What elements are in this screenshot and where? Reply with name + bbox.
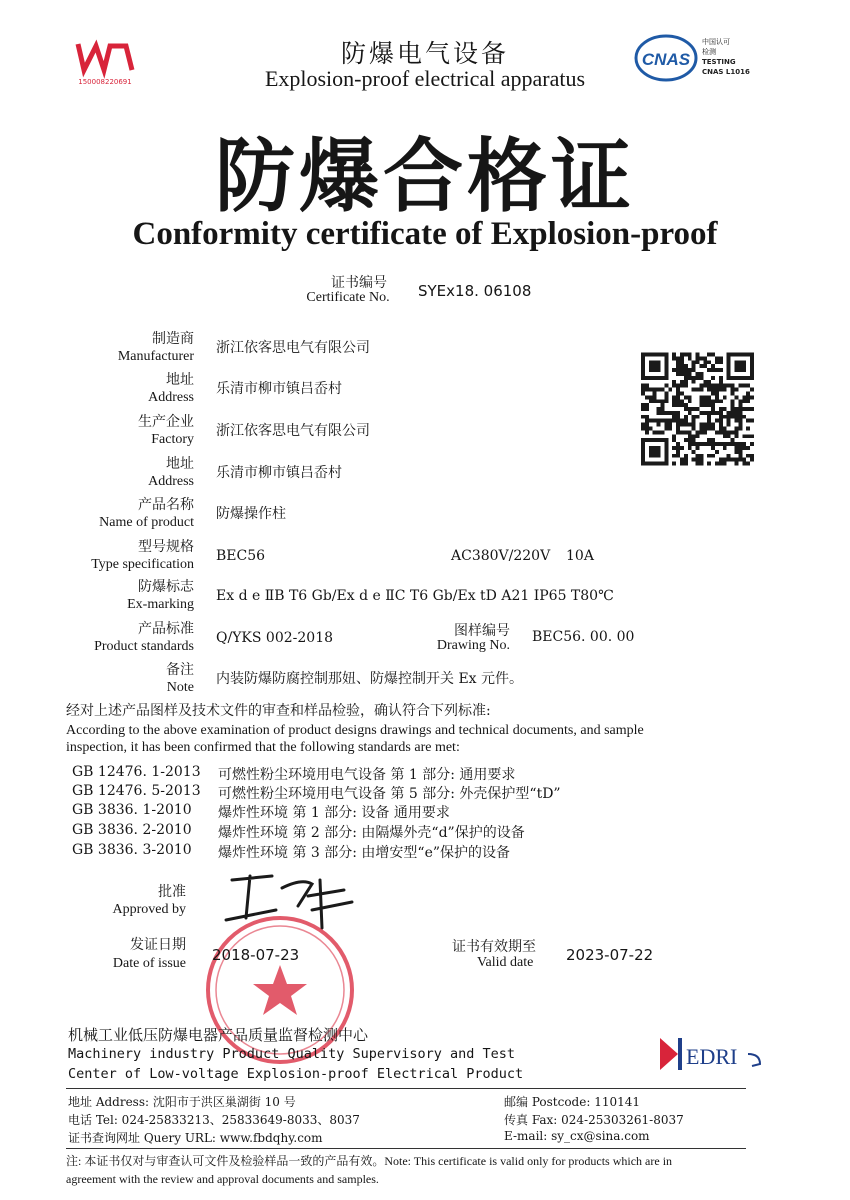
cnas-text-4: CNAS L1016 (702, 68, 750, 76)
statement-cn: 经对上述产品图样及技术文件的审查和样品检验，确认符合下列标准: (66, 703, 491, 719)
factory-label-en: Factory (151, 432, 194, 447)
ex-marking-label-en: Ex-marking (127, 597, 194, 612)
factory-label-cn: 生产企业 (138, 414, 194, 430)
standard-code: GB 3836. 1-2010 (72, 802, 192, 818)
note-value: 内装防爆防腐控制那妞、防爆控制开关 Ex 元件。 (216, 671, 524, 687)
header-title-en: Explosion-proof electrical apparatus (264, 66, 586, 91)
org-name-en-2: Center of Low-voltage Explosion-proof Electrical Product (68, 1066, 524, 1082)
issue-date-value: 2018-07-23 (212, 946, 300, 964)
factory-value: 浙江依客思电气有限公司 (216, 423, 370, 439)
footer-divider (66, 1088, 746, 1089)
standard-desc: 爆炸性环境 第 3 部分: 由增安型“e”保护的设备 (218, 845, 511, 861)
address1-value: 乐清市柳市镇吕岙村 (216, 381, 342, 397)
edri-logo (656, 1034, 766, 1074)
standard-desc: 爆炸性环境 第 2 部分: 由隔爆外壳“d”保护的设备 (218, 825, 525, 841)
approved-label-en: Approved by (112, 902, 186, 917)
issue-date-label-cn: 发证日期 (130, 937, 186, 953)
footer-address: 地址 Address: 沈阳市于洪区巢湖街 10 号 (68, 1095, 296, 1109)
footer-postcode: 邮编 Postcode: 110141 (504, 1095, 641, 1109)
drawing-value: BEC56. 00. 00 (532, 629, 635, 645)
approved-label-cn: 批准 (158, 884, 186, 900)
certificate-no-label-en: Certificate No. (306, 290, 390, 305)
certificate-title-cn: 防爆合格证 (215, 130, 635, 223)
cnas-text-3: TESTING (702, 58, 736, 66)
edri-text: EDRI (686, 1044, 738, 1069)
footer-email: E-mail: sy_cx@sina.com (504, 1129, 650, 1143)
address1-label-en: Address (148, 390, 194, 405)
drawing-label-en: Drawing No. (436, 638, 510, 653)
valid-date-label-en: Valid date (477, 955, 534, 970)
product-standards-label-en: Product standards (94, 639, 194, 654)
cnas-mark: CNAS (641, 50, 691, 69)
header-title-cn: 防爆电气设备 (340, 39, 509, 68)
type-spec-value: BEC56 (216, 548, 266, 564)
org-name-cn: 机械工业低压防爆电器产品质量监督检测中心 (68, 1026, 369, 1044)
cnas-text-2: 检测 (702, 48, 716, 56)
standard-code: GB 3836. 2-2010 (72, 822, 192, 838)
product-name-label-en: Name of product (99, 515, 194, 530)
address1-label-cn: 地址 (166, 372, 194, 388)
footer-divider (66, 1148, 746, 1149)
address2-label-cn: 地址 (166, 456, 194, 472)
manufacturer-label-cn: 制造商 (152, 331, 194, 347)
standard-code: GB 3836. 3-2010 (72, 842, 192, 858)
product-standards-label-cn: 产品标准 (138, 621, 194, 637)
type-spec-label-cn: 型号规格 (138, 539, 194, 555)
ex-marking-value: Ex d e ⅡB T6 Gb/Ex d e ⅡC T6 Gb/Ex tD A21 IP65 T80℃ (216, 588, 614, 604)
valid-date-label-cn: 证书有效期至 (452, 939, 536, 955)
manufacturer-label-en: Manufacturer (117, 349, 194, 364)
footer-url: 证书查询网址 Query URL: www.fbdqhy.com (68, 1131, 323, 1145)
footer-tel: 电话 Tel: 024-25833213、25833649-8033、8037 (68, 1113, 360, 1127)
statement-en-1: According to the above examination of product designs drawings and technical documents, and sample (66, 723, 644, 738)
note-label-en: Note (166, 680, 194, 695)
org-name-en-1: Machinery industry Product Quality Supervisory and Test (68, 1046, 516, 1062)
type-spec-voltage: AC380V/220V (451, 548, 551, 564)
cma-code: 150008220691 (78, 78, 132, 86)
drawing-label-cn: 图样编号 (454, 623, 510, 639)
validity-note-line-1: 注: 本证书仅对与审查认可文件及检验样品一致的产品有效。Note: This certificate is valid only for products which are in (66, 1154, 673, 1168)
standard-code: GB 12476. 1-2013 (72, 764, 201, 780)
product-name-value: 防爆操作柱 (216, 506, 286, 522)
cnas-text-1: 中国认可 (702, 38, 730, 46)
product-standards-value: Q/YKS 002-2018 (216, 630, 334, 646)
address2-label-en: Address (148, 474, 194, 489)
ex-marking-label-cn: 防爆标志 (138, 579, 194, 595)
standard-code: GB 12476. 5-2013 (72, 783, 201, 799)
standard-desc: 可燃性粉尘环境用电气设备 第 1 部分: 通用要求 (218, 767, 516, 783)
type-spec-label-en: Type specification (91, 557, 194, 572)
certificate-title-en: Conformity certificate of Explosion-proof (132, 216, 718, 252)
standard-desc: 爆炸性环境 第 1 部分: 设备 通用要求 (218, 805, 450, 821)
certificate-no-label-cn: 证书编号 (331, 275, 387, 291)
validity-note (66, 1152, 766, 1188)
validity-note-line-2: agreement with the review and approval documents and samples. (66, 1172, 379, 1186)
statement-en-2: inspection, it has been confirmed that the following standards are met: (66, 740, 460, 755)
footer-fax: 传真 Fax: 024-25303261-8037 (504, 1113, 684, 1127)
manufacturer-value: 浙江依客思电气有限公司 (216, 340, 370, 356)
issue-date-label-en: Date of issue (112, 956, 186, 971)
certificate-no-value: SYEx18. 06108 (418, 282, 532, 300)
address2-value: 乐清市柳市镇吕岙村 (216, 465, 342, 481)
note-label-cn: 备注 (166, 662, 194, 678)
product-name-label-cn: 产品名称 (138, 497, 194, 513)
valid-date-value: 2023-07-22 (566, 946, 654, 964)
qr-code (641, 350, 754, 468)
type-spec-current: 10A (566, 548, 594, 564)
standard-desc: 可燃性粉尘环境用电气设备 第 5 部分: 外壳保护型“tD” (218, 786, 561, 802)
